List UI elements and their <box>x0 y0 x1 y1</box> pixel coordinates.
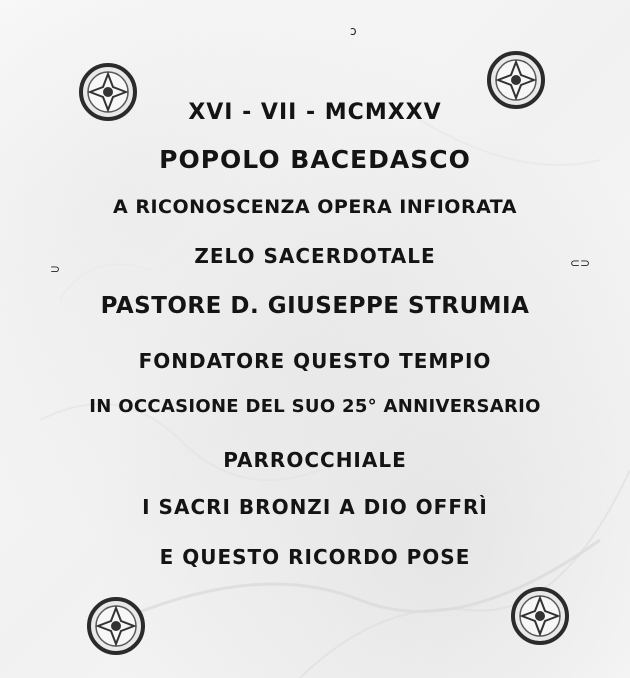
rosette-icon <box>86 596 146 656</box>
inscription-line-7: PARROCCHIALE <box>223 448 407 472</box>
inscription-line-8: I SACRI BRONZI A DIO OFFRÌ <box>142 495 488 519</box>
rosette-icon <box>510 586 570 646</box>
stone-mark-left: ⊃ <box>50 262 61 276</box>
inscription-line-9: E QUESTO RICORDO POSE <box>159 545 471 569</box>
inscription-line-3: ZELO SACERDOTALE <box>194 244 436 268</box>
inscription-line-1: POPOLO BACEDASCO <box>159 145 471 174</box>
inscription-line-2: A RICONOSCENZA OPERA INFIORATA <box>113 196 517 218</box>
inscription-line-5: FONDATORE QUESTO TEMPIO <box>138 349 492 373</box>
inscription-line-4: PASTORE D. GIUSEPPE STRUMIA <box>100 293 530 319</box>
inscription-line-6: IN OCCASIONE DEL SUO 25° ANNIVERSARIO <box>89 396 541 417</box>
inscription-date: XVI - VII - MCMXXV <box>188 100 442 125</box>
stone-mark-right: ⊂⊃ <box>570 256 591 270</box>
stone-mark-top: ɔ <box>350 24 357 38</box>
